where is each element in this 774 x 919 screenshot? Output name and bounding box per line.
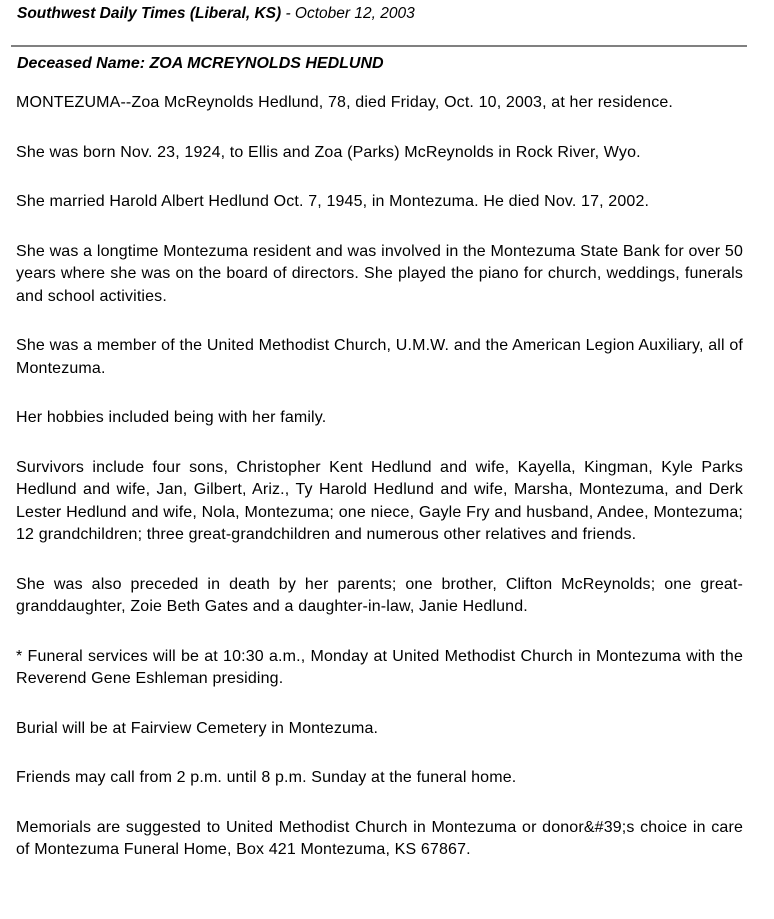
paragraph: She was a member of the United Methodist Church, U.M.W. and the American Legion Auxiliary, all of Montezuma. [16,337,743,377]
paragraph: Memorials are suggested to United Methodist Church in Montezuma or donor&#39;s choice in care of Montezuma Funeral Home, Box 421 Montezuma, KS 67867. [16,818,743,858]
paragraph: She married Harold Albert Hedlund Oct. 7, 1945, in Montezuma. He died Nov. 17, 2002. [16,193,650,210]
paragraph: Friends may call from 2 p.m. until 8 p.m. Sunday at the funeral home. [16,769,517,786]
header-divider [11,45,747,47]
paragraph: She was born Nov. 23, 1924, to Ellis and Zoa (Parks) McReynolds in Rock River, Wyo. [16,143,641,161]
paragraph: Survivors include four sons, Christopher Kent Hedlund and wife, Kayella, Kingman, Kyle Parks Hedlund and wife, Jan, Gilbert, Ariz., Ty Harold Hedlund and wife, Marsha, Montezuma, and Derk Lester Hedlund and wife, Nola, Montezuma; one niece, Gayle Fry and husband, Andee, Montezuma; 12 grandchildren; three great-grandchildren and numerous other relatives and friends. [16,458,743,543]
header-separator: - [281,5,295,22]
paragraph: Her hobbies included being with her family. [16,409,327,426]
publication-name: Southwest Daily Times (Liberal, KS) [17,5,282,22]
obituary-body [16,92,743,889]
paragraph: She was a longtime Montezuma resident and was involved in the Montezuma State Bank for over 50 years where she was on the board of directors. She played the piano for church, weddings, funerals and school activities. [16,242,743,305]
paragraph: Burial will be at Fairview Cemetery in Montezuma. [16,719,379,737]
publication-header [17,4,415,24]
deceased-name: Deceased Name: ZOA MCREYNOLDS HEDLUND [17,55,384,72]
paragraph: She was also preceded in death by her parents; one brother, Clifton McReynolds; one great-granddaughter, Zoie Beth Gates and a daughter-in-law, Janie Hedlund. [16,575,743,615]
publication-date: October 12, 2003 [294,5,415,22]
paragraph: * Funeral services will be at 10:30 a.m., Monday at United Methodist Church in Montezuma with the Reverend Gene Eshleman presiding. [16,647,743,687]
paragraph: MONTEZUMA--Zoa McReynolds Hedlund, 78, died Friday, Oct. 10, 2003, at her residence. [16,94,674,111]
